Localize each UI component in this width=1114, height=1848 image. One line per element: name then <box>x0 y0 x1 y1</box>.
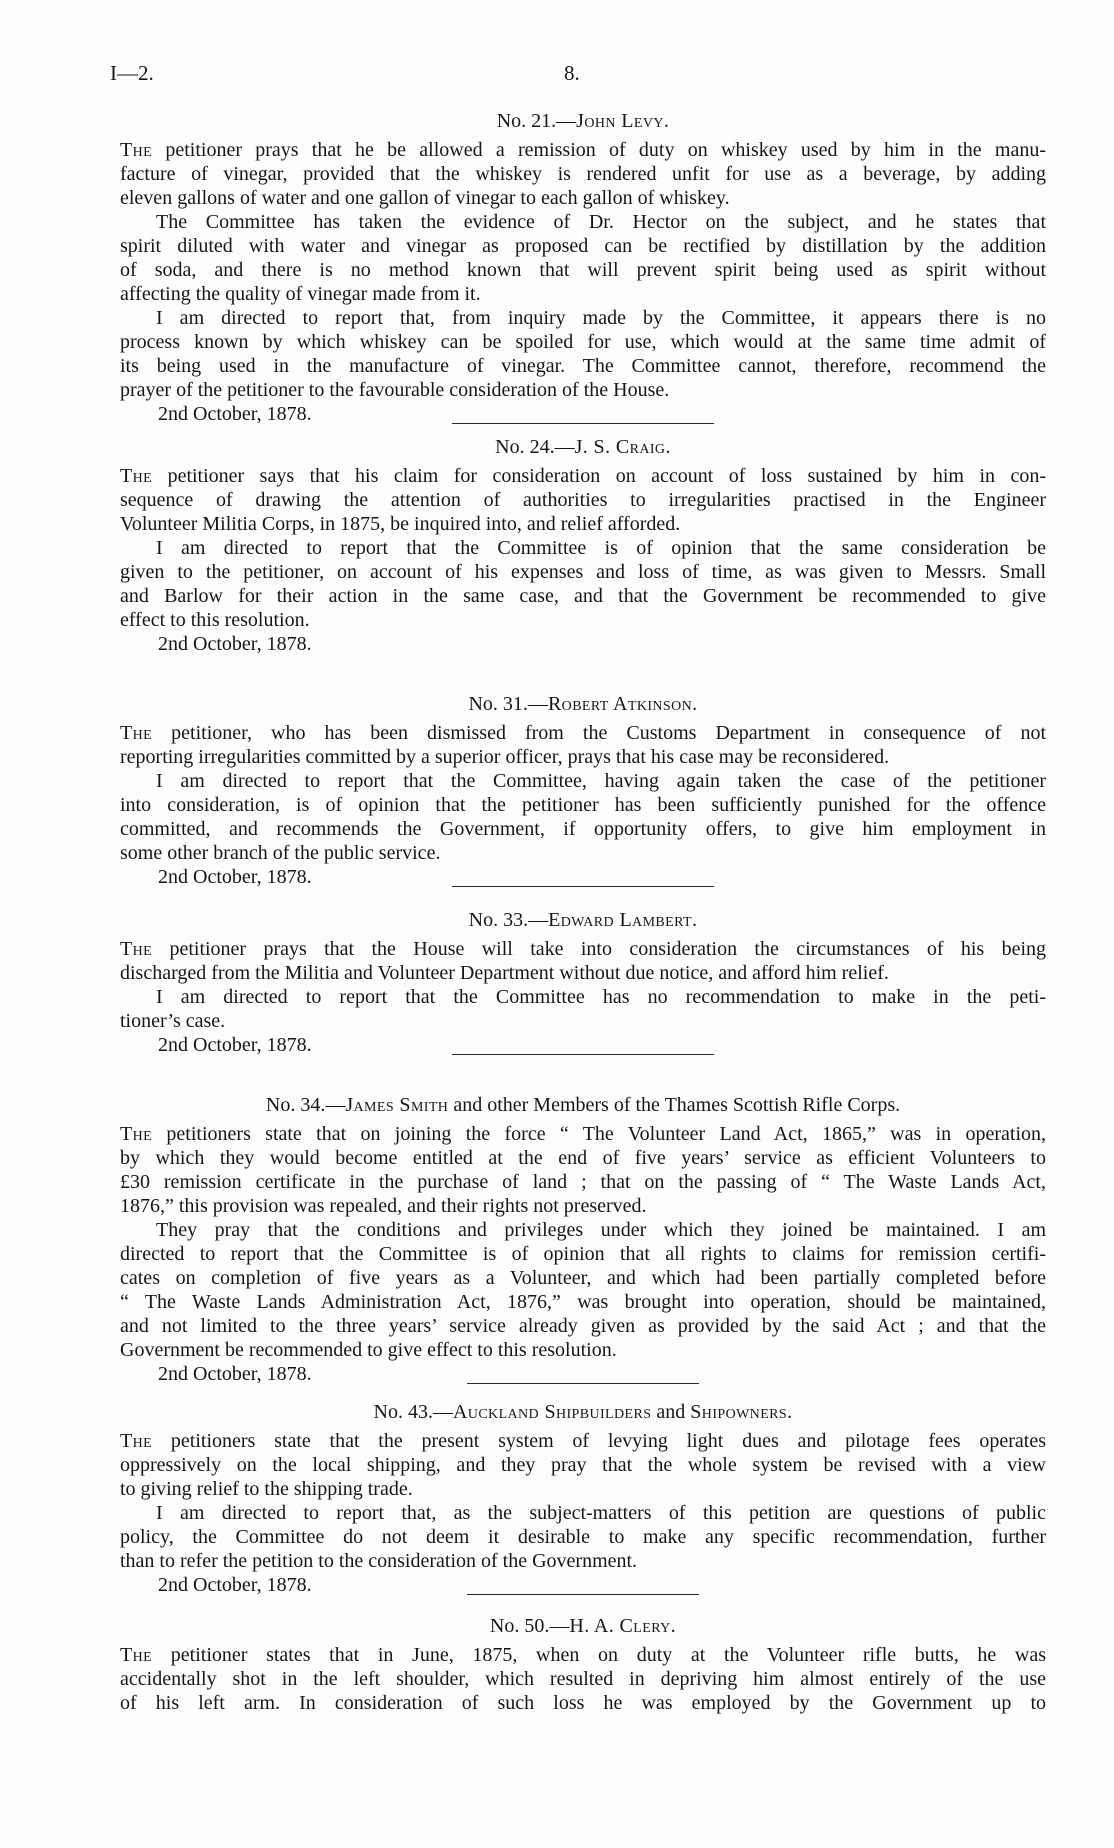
text-line: discharged from the Militia and Volunteer Department without due notice, and afford him relief. <box>120 962 889 984</box>
report-date: 2nd October, 1878. <box>158 1574 312 1596</box>
petition-number: No. 21.— <box>496 110 577 132</box>
text-line: reporting irregularities committed by a superior officer, prays that his case may be reconsidered. <box>120 746 890 768</box>
text-line: sequence of drawing the attention of authorities to irregularities practised in the Engineer <box>120 489 1046 511</box>
section-divider <box>467 1594 699 1595</box>
petition-number: No. 34.— <box>265 1094 346 1116</box>
section-divider <box>452 1054 714 1055</box>
line-text: petitioner says that his claim for consideration on account of loss sustained by him in con- <box>167 465 1047 487</box>
report-date-row <box>120 1573 1046 1597</box>
paragraph <box>120 1218 1046 1362</box>
text-line: spirit diluted with water and vinegar as proposed can be rectified by distillation by the addition <box>120 235 1046 257</box>
text-line: of soda, and there is no method known that will prevent spirit being used as spirit without <box>120 259 1046 281</box>
lead-word: The <box>120 938 153 960</box>
text-line <box>120 937 1046 961</box>
petition-24 <box>120 435 1046 656</box>
report-date: 2nd October, 1878. <box>158 866 312 888</box>
petitioner-name: Edward Lambert. <box>548 909 698 931</box>
petitioner-name: J. S. Craig. <box>574 436 671 458</box>
petition-34 <box>120 1093 1046 1386</box>
line-text: petitioner states that in June, 1875, when on duty at the Volunteer rifle butts, he was <box>170 1644 1046 1666</box>
text-line: process known by which whiskey can be spoiled for use, which would at the same time admit of <box>120 331 1046 353</box>
text-line: I am directed to report that, from inquiry made by the Committee, it appears there is no <box>156 307 1046 329</box>
line-text: petitioner prays that the House will take into consideration the circumstances of his being <box>169 938 1046 960</box>
section-divider <box>467 1383 699 1384</box>
text-line: I am directed to report that the Committee has no recommendation to make in the peti- <box>156 986 1046 1008</box>
report-date-row <box>120 632 1046 656</box>
text-line: I am directed to report that, as the subject-matters of this petition are questions of public <box>156 1502 1046 1524</box>
lead-word: The <box>120 1644 153 1666</box>
paragraph <box>120 1122 1046 1218</box>
text-line: They pray that the conditions and privileges under which they joined be maintained. I am <box>156 1219 1046 1241</box>
text-line: facture of vinegar, provided that the whiskey is rendered unfit for use as a beverage, by adding <box>120 163 1046 185</box>
text-line: The Committee has taken the evidence of Dr. Hector on the subject, and he states that <box>156 211 1046 233</box>
text-line: directed to report that the Committee is of opinion that all rights to claims for remission certifi- <box>120 1243 1046 1265</box>
paragraph <box>120 138 1046 210</box>
text-line <box>120 464 1046 488</box>
petition-31 <box>120 692 1046 889</box>
petition-33 <box>120 908 1046 1057</box>
line-text: petitioner prays that he be allowed a remission of duty on whiskey used by him in the manu- <box>165 139 1046 161</box>
section-divider <box>452 423 714 424</box>
petitioner-name: John Levy. <box>576 110 670 132</box>
line-text: petitioners state that the present system of levying light dues and pilotage fees operates <box>170 1430 1047 1452</box>
text-line: given to the petitioner, on account of his expenses and loss of time, as was given to Messrs. Small <box>120 561 1046 583</box>
report-date-row <box>120 865 1046 889</box>
text-line <box>120 138 1046 162</box>
petition-number: No. 24.— <box>495 436 575 458</box>
report-date: 2nd October, 1878. <box>158 403 312 425</box>
petitioner-name: Auckland Shipbuilders <box>452 1401 652 1423</box>
section-divider <box>452 886 714 887</box>
text-line <box>120 1429 1046 1453</box>
report-date: 2nd October, 1878. <box>158 633 312 655</box>
lead-word: The <box>120 465 153 487</box>
paragraph <box>120 1501 1046 1573</box>
petition-number: No. 50.— <box>489 1615 570 1637</box>
heading-joiner: and <box>656 1401 686 1423</box>
paragraph <box>120 721 1046 769</box>
line-text: petitioner, who has been dismissed from the Customs Department in consequence of not <box>171 722 1047 744</box>
petitioner-name: Robert Atkinson. <box>547 693 698 715</box>
paragraph <box>120 536 1046 632</box>
text-line: Volunteer Militia Corps, in 1875, be inquired into, and relief afforded. <box>120 513 681 535</box>
petition-number: No. 33.— <box>468 909 549 931</box>
report-date: 2nd October, 1878. <box>158 1363 312 1385</box>
text-line: affecting the quality of vinegar made from it. <box>120 283 481 305</box>
lead-word: The <box>120 722 153 744</box>
petition-50 <box>120 1614 1046 1715</box>
petitioner-name-2: Shipowners. <box>690 1401 793 1423</box>
report-date-row <box>120 1362 1046 1386</box>
text-line: than to refer the petition to the consideration of the Government. <box>120 1550 638 1572</box>
text-line: accidentally shot in the left shoulder, which resulted in depriving him almost entirely of the use <box>120 1668 1046 1690</box>
text-line: “ The Waste Lands Administration Act, 1876,” was brought into operation, should be maintained, <box>120 1291 1046 1313</box>
petition-43 <box>120 1400 1046 1597</box>
report-date-row <box>120 1033 1046 1057</box>
text-line: Government be recommended to give effect to this resolution. <box>120 1339 617 1361</box>
paragraph <box>120 210 1046 306</box>
text-line: by which they would become entitled at the end of five years’ service as efficient Volunteers to <box>120 1147 1046 1169</box>
text-line <box>120 1122 1046 1146</box>
section-heading <box>120 908 1046 932</box>
text-line: I am directed to report that the Committee, having again taken the case of the petitioner <box>156 770 1046 792</box>
text-line: oppressively on the local shipping, and they pray that the whole system be revised with a view <box>120 1454 1046 1476</box>
text-line: I am directed to report that the Committee is of opinion that the same consideration be <box>156 537 1046 559</box>
text-line: effect to this resolution. <box>120 609 310 631</box>
paragraph <box>120 937 1046 985</box>
text-line: into consideration, is of opinion that the petitioner has been sufficiently punished for the offence <box>120 794 1046 816</box>
text-line: committed, and recommends the Government, if opportunity offers, to give him employment in <box>120 818 1046 840</box>
text-line: 1876,” this provision was repealed, and their rights not preserved. <box>120 1195 647 1217</box>
text-line: £30 remission certificate in the purchase of land ; that on the passing of “ The Waste Lands Act, <box>120 1171 1046 1193</box>
lead-word: The <box>120 1430 153 1452</box>
petition-number: No. 31.— <box>468 693 548 715</box>
page-header <box>0 60 1114 86</box>
heading-rest: and other Members of the Thames Scottish Rifle Corps. <box>453 1094 901 1116</box>
section-heading <box>120 109 1046 133</box>
paper-number: I—2. <box>110 61 154 85</box>
page-number: 8. <box>564 61 580 85</box>
text-line: prayer of the petitioner to the favourable consideration of the House. <box>120 379 670 401</box>
section-heading <box>120 692 1046 716</box>
section-heading <box>120 1614 1046 1638</box>
report-date: 2nd October, 1878. <box>158 1034 312 1056</box>
text-line <box>120 1643 1046 1667</box>
section-heading <box>120 1093 1046 1117</box>
section-heading <box>120 435 1046 459</box>
lead-word: The <box>120 1123 153 1145</box>
text-line: and not limited to the three years’ service already given as provided by the said Act ; and that the <box>120 1315 1046 1337</box>
paragraph <box>120 769 1046 865</box>
text-line: cates on completion of five years as a Volunteer, and which had been partially completed before <box>120 1267 1046 1289</box>
text-line <box>120 721 1046 745</box>
paragraph <box>120 1643 1046 1715</box>
petition-number: No. 43.— <box>373 1401 453 1423</box>
text-line: tioner’s case. <box>120 1010 226 1032</box>
paragraph <box>120 1429 1046 1501</box>
text-line: eleven gallons of water and one gallon of vinegar to each gallon of whiskey. <box>120 187 730 209</box>
line-text: petitioners state that on joining the force “ The Volunteer Land Act, 1865,” was in operation, <box>166 1123 1046 1145</box>
paragraph <box>120 306 1046 402</box>
paragraph <box>120 464 1046 536</box>
report-date-row <box>120 402 1046 426</box>
paragraph <box>120 985 1046 1033</box>
text-line: some other branch of the public service. <box>120 842 441 864</box>
text-line: to giving relief to the shipping trade. <box>120 1478 413 1500</box>
lead-word: The <box>120 139 153 161</box>
text-line: its being used in the manufacture of vinegar. The Committee cannot, therefore, recommend the <box>120 355 1046 377</box>
text-line: and Barlow for their action in the same case, and that the Government be recommended to give <box>120 585 1046 607</box>
petitioner-name: H. A. Clery. <box>569 1615 677 1637</box>
petition-21 <box>120 109 1046 426</box>
text-line: policy, the Committee do not deem it desirable to make any specific recommendation, further <box>120 1526 1046 1548</box>
text-line: of his left arm. In consideration of such loss he was employed by the Government up to <box>120 1692 1046 1714</box>
section-heading <box>120 1400 1046 1424</box>
petitioner-name: James Smith <box>345 1094 449 1116</box>
